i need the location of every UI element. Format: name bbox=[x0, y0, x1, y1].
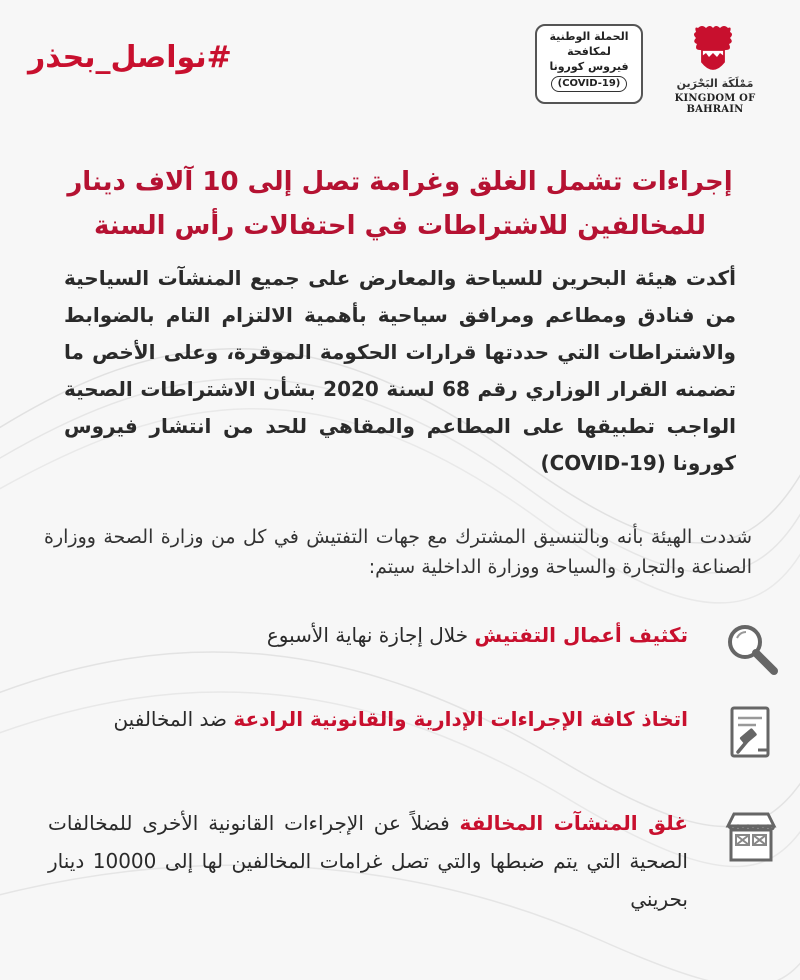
campaign-line: الحملة الوطنية bbox=[549, 30, 629, 43]
coordination-paragraph: شددت الهيئة بأنه وبالتنسيق المشترك مع جهات التفتيش في كل من وزارة الصحة ووزارة الصناعة والتجارة والسياحة ووزارة الداخلية سيتم: bbox=[44, 526, 752, 578]
headline bbox=[50, 160, 750, 248]
measure-highlight: اتخاذ كافة الإجراءات الإدارية والقانونية الرادعة bbox=[233, 707, 688, 731]
campaign-tag: (COVID-19) bbox=[551, 76, 628, 92]
measure-text bbox=[48, 700, 688, 738]
measure-rest: فضلاً عن الإجراءات القانونية الأخرى للمخالفات الصحية التي يتم ضبطها والتي تصل غرامات المخالفين لها إلى 10000 دينار بحريني bbox=[48, 811, 688, 911]
measure-text bbox=[48, 804, 688, 918]
closed-shop-icon bbox=[718, 804, 784, 870]
campaign-badge bbox=[535, 24, 643, 104]
headline-line: إجراءات تشمل الغلق وغرامة تصل إلى 10 آلاف دينار bbox=[67, 167, 733, 197]
kingdom-name-english: KINGDOM OF BAHRAIN bbox=[674, 93, 756, 115]
measure-rest: ضد المخالفين bbox=[113, 707, 234, 731]
gavel-document-icon bbox=[718, 700, 784, 766]
bahrain-emblem-icon bbox=[690, 22, 736, 80]
magnifier-icon bbox=[718, 616, 784, 682]
hashtag: #نواصل_بحذر bbox=[28, 40, 232, 75]
measure-rest: خلال إجازة نهاية الأسبوع bbox=[266, 623, 475, 647]
campaign-line: لمكافحة bbox=[567, 45, 611, 58]
measure-highlight: تكثيف أعمال التفتيش bbox=[474, 623, 688, 647]
campaign-line: فيروس كورونا bbox=[549, 60, 629, 73]
intro-paragraph: أكدت هيئة البحرين للسياحة والمعارض على جميع المنشآت السياحية من فنادق ومطاعم ومرافق سياحية بأهمية الالتزام التام بالضوابط والاشتراطات التي حددتها قرارات الحكومة الموقرة، وعلى الأخص ما تضمنه القرار الوزاري رقم 68 لسنة 2020 بشأن الاشتراطات الصحية الواجب تطبيقها على المطاعم والمقاهي للحد من انتشار فيروس كورونا (COVID-19) bbox=[64, 266, 736, 475]
kingdom-name-arabic: مَمْلَكَة البَحْرَين bbox=[676, 77, 754, 90]
headline-line: للمخالفين للاشتراطات في احتفالات رأس السنة bbox=[93, 211, 707, 241]
measure-highlight: غلق المنشآت المخالفة bbox=[459, 811, 688, 835]
measure-text bbox=[48, 616, 688, 654]
